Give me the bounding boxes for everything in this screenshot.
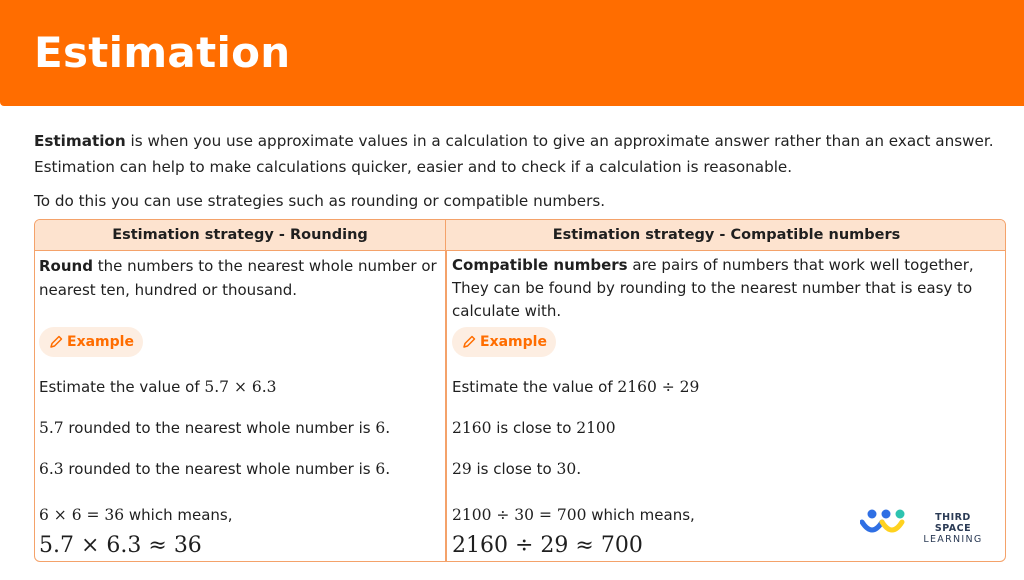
pencil-icon <box>461 334 477 350</box>
definition-text: is when you use approximate values in a calculation to give an approximate answer rather than an exact answer. Estimation can help to make calculations quicker, easier and to check if a calculation is reasonable. <box>34 132 994 176</box>
column-divider <box>445 251 447 562</box>
step-1: 2160 is close to 2100 <box>452 419 616 437</box>
example-badge <box>452 327 556 357</box>
compatible-text: are pairs of numbers that work well together, They can be found by rounding to the nearest number that is easy to calculate with. <box>452 256 974 320</box>
example-label: Example <box>67 334 134 350</box>
logo-icon <box>860 506 912 540</box>
example-question: Estimate the value of 5.7 × 6.3 <box>39 378 277 396</box>
logo-line-2: LEARNING <box>923 534 983 545</box>
result-equation: 5.7 × 6.3 ≈ 36 <box>39 533 202 558</box>
example-label: Example <box>480 334 547 350</box>
rounding-description <box>39 254 439 302</box>
title-banner <box>0 0 1024 106</box>
example-question: Estimate the value of 2160 ÷ 29 <box>452 378 700 396</box>
definition-paragraph <box>34 128 994 180</box>
rounding-text: the numbers to the nearest whole number or nearest ten, hundred or thousand. <box>39 257 437 299</box>
step-2: 29 is close to 30. <box>452 460 582 478</box>
example-badge <box>39 327 143 357</box>
third-space-learning-logo <box>860 506 990 545</box>
compatible-header: Estimation strategy - Compatible numbers <box>446 220 1006 251</box>
page-title: Estimation <box>34 28 291 77</box>
pencil-icon <box>48 334 64 350</box>
rounding-header: Estimation strategy - Rounding <box>35 220 446 251</box>
compatible-description <box>452 254 997 323</box>
rounding-term: Round <box>39 257 93 275</box>
step-1: 5.7 rounded to the nearest whole number is 6. <box>39 419 391 437</box>
intro-text <box>34 128 994 214</box>
strategies-paragraph: To do this you can use strategies such as rounding or compatible numbers. <box>34 192 606 210</box>
result-equation: 2160 ÷ 29 ≈ 700 <box>452 533 643 558</box>
step-2: 6.3 rounded to the nearest whole number is 6. <box>39 460 391 478</box>
step-3: 2100 ÷ 30 = 700 which means, <box>452 506 695 524</box>
logo-line-1: THIRD SPACE <box>934 512 972 534</box>
compatible-term: Compatible numbers <box>452 256 628 274</box>
definition-term: Estimation <box>34 132 126 150</box>
step-3: 6 × 6 = 36 which means, <box>39 506 233 524</box>
